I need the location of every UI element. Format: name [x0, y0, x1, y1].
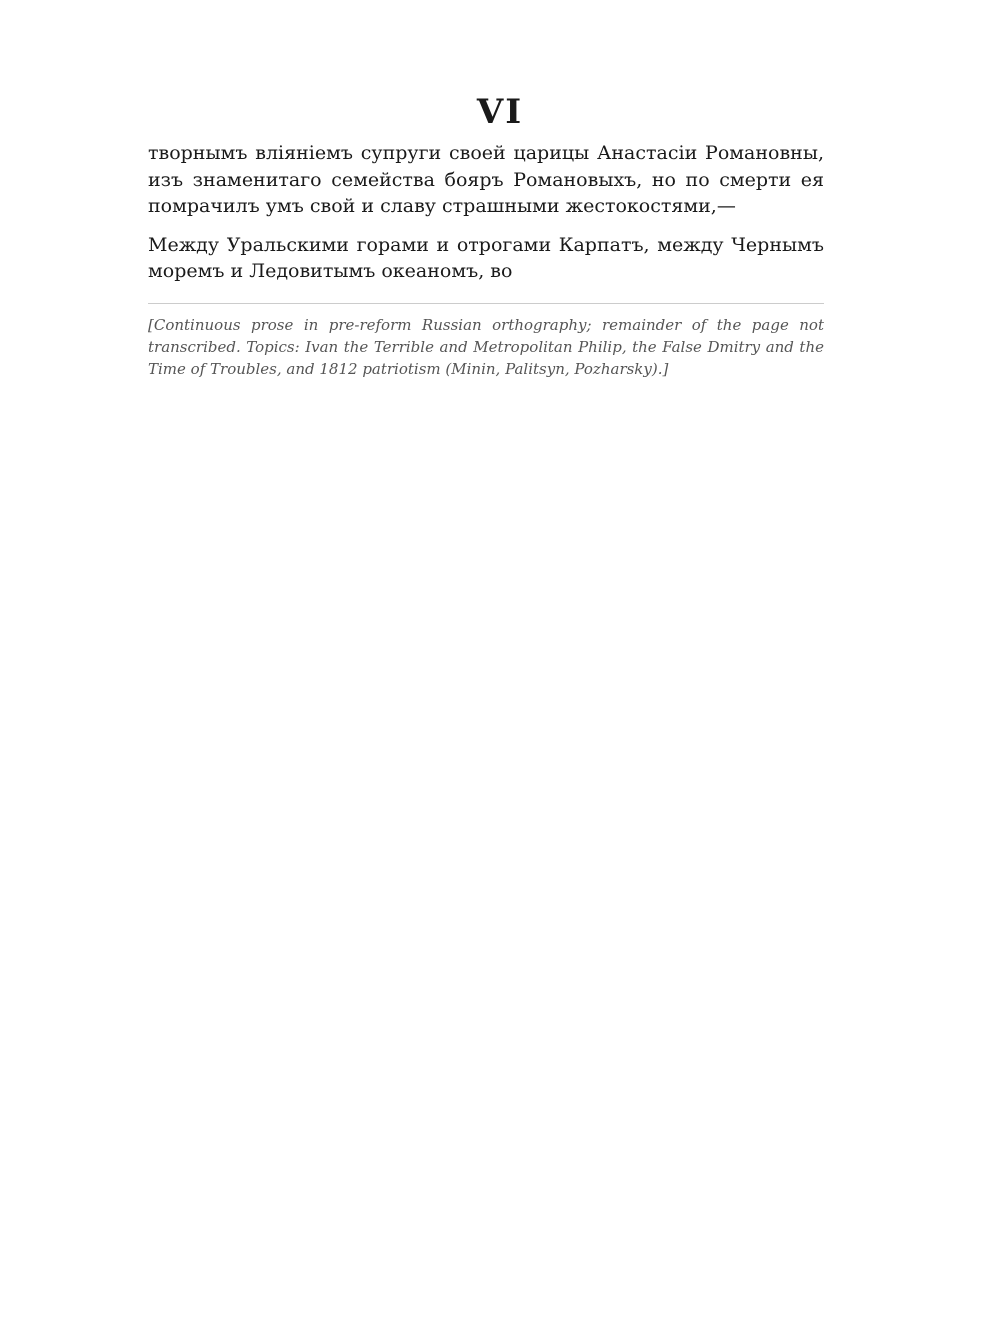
- excerpt-opening: творнымъ вліяніемъ супруги своей царицы Анастасіи Романовны, изъ знаменитаго семейства бояръ Романовыхъ, но по смерти ея помрачилъ умъ свой и славу страшными жестокостями,—: [148, 142, 824, 217]
- content-summary: [Continuous prose in pre-reform Russian orthography; remainder of the page not transcribed. Topics: Ivan the Terrible and Metropolitan Philip, the False Dmitry and the Time of Troubles, and 1812 patriotism (Minin, Palitsyn, Pozharsky).]: [148, 303, 824, 380]
- page-number: VI: [476, 92, 524, 132]
- excerpt-closing: Между Уральскими горами и отрогами Карпатъ, между Чернымъ моремъ и Ледовитымъ океаномъ, во: [148, 233, 824, 282]
- body-text: [148, 140, 824, 380]
